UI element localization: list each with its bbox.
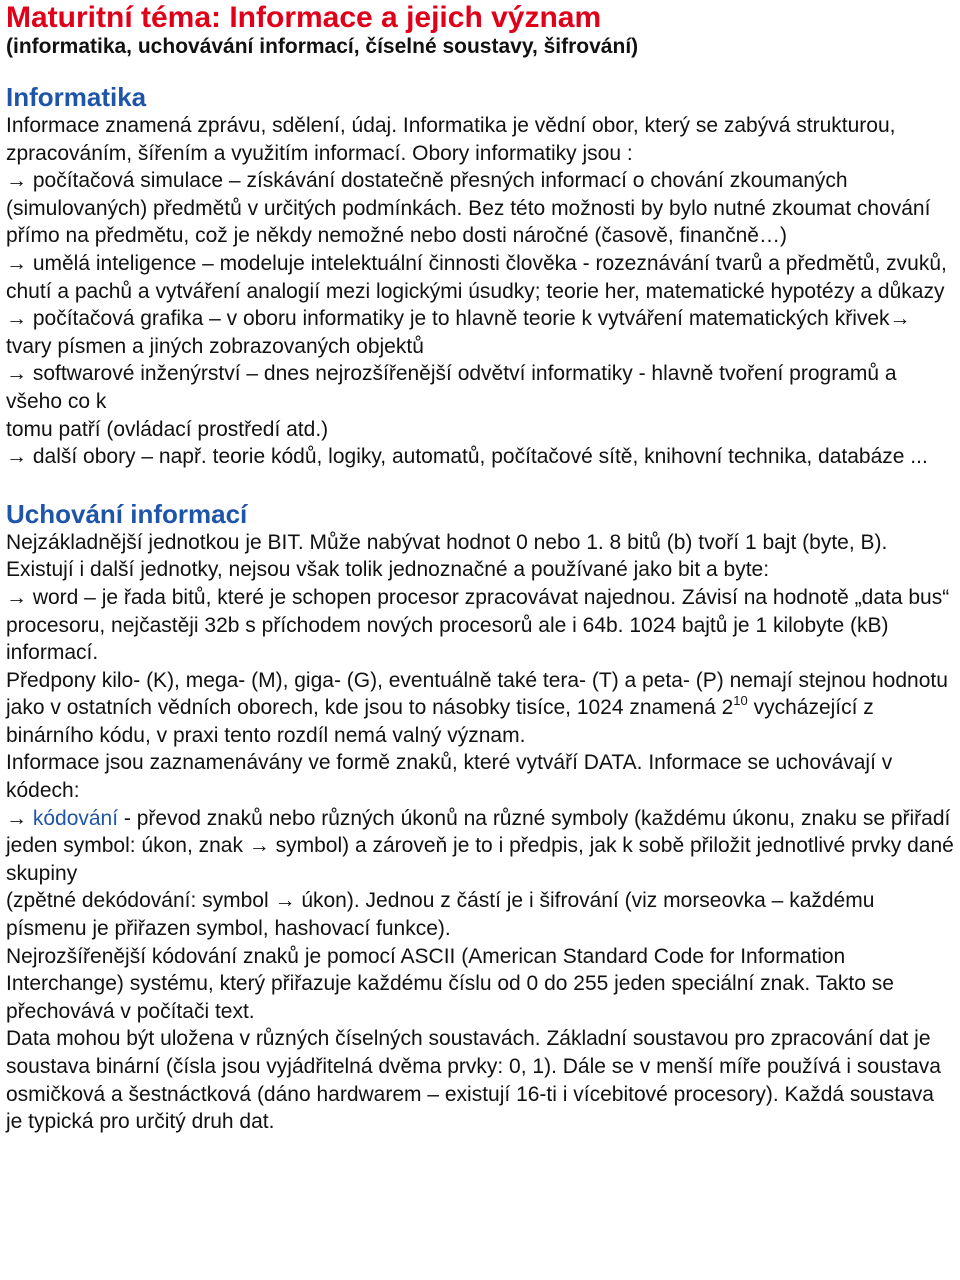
coding-term: kódování	[32, 806, 119, 830]
paragraph: → word – je řada bitů, které je schopen procesor zpracovávat najednou. Závisí na hodnotě „data bus“ procesoru, nejčastěji 32b s příchodem nových procesorů ale i 64b. 1024 bajtů je 1 kilobyte (kB) informací.	[6, 585, 950, 665]
section-heading-uchovani: Uchování informací	[6, 498, 248, 529]
paragraph-coding	[6, 805, 954, 888]
paragraph: Nejzákladnější jednotkou je BIT. Může nabývat hodnot 0 nebo 1. 8 bitů (b) tvoří 1 bajt (byte, B). Existují i další jednotky, nejsou však tolik jednoznačné a používané jako bit a byte:	[6, 530, 888, 582]
prefix-text-end: vycházející z binárního kódu, v praxi tento rozdíl nemá valný význam.	[6, 696, 874, 747]
paragraph-prefixes	[6, 667, 954, 750]
paragraph: Informace znamená zprávu, sdělení, údaj. Informatika je vědní obor, který se zabývá strukturou, zpracováním, šířením a využitím informací. Obory informatiky jsou :	[6, 114, 896, 165]
paragraph: → počítačová simulace – získávání dostatečně přesných informací o chování zkoumaných (simulovaných) předmětů v určitých podmínkách. Bez této možnosti by bylo nutné zkoumat chování přímo na předmětu, což je někdy nemožné nebo dosti náročné (časově, finančně…)	[6, 169, 931, 248]
arrow: →	[6, 806, 33, 830]
paragraph: Informace jsou zaznamenávány ve formě znaků, které vytváří DATA. Informace se uchovávají v kódech:	[6, 751, 893, 803]
section-heading-informatika: Informatika	[6, 82, 147, 112]
coding-text: - převod znaků nebo různých úkonů na různé symboly (každému úkonu, znaku se přiřadí jeden symbol: úkon, znak → symbol) a zároveň je to i předpis, jak k sobě přiložit jednotlivé prvky dané skupiny	[6, 806, 954, 885]
document-subtitle: (informatika, uchovávání informací, číselné soustavy, šifrování)	[6, 35, 639, 58]
paragraph: (zpětné dekódování: symbol → úkon). Jednou z částí je i šifrování (viz morseovka – každému písmenu je přiřazen symbol, hashovací funkce).	[6, 889, 875, 941]
document-title: Maturitní téma: Informace a jejich význam	[6, 1, 602, 34]
paragraph: tomu patří (ovládací prostředí atd.)	[6, 417, 329, 441]
paragraph: → další obory – např. teorie kódů, logiky, automatů, počítačové sítě, knihovní technika, databáze ...	[6, 445, 928, 469]
paragraph: → počítačová grafika – v oboru informatiky je to hlavně teorie k vytváření matematických křivek→ tvary písmen a jiných zobrazovaných objektů	[6, 307, 911, 358]
exponent: 10	[733, 693, 748, 709]
paragraph: Nejrozšířenější kódování znaků je pomocí ASCII (American Standard Code for Information Interchange) systému, který přiřazuje každému číslu od 0 do 255 jeden speciální znak. Takto se přechovává v počítači text.	[6, 944, 894, 1023]
prefix-text: Předpony kilo- (K), mega- (M), giga- (G), eventuálně také tera- (T) a peta- (P) nemají stejnou hodnotu jako v ostatních vědních oborech, kde jsou to násobky tisíce, 1024 znamená 2	[6, 668, 948, 720]
paragraph: Data mohou být uložena v různých číselných soustavách. Základní soustavou pro zpracování dat je soustava binární (čísla jsou vyjádřitelná dvěma prvky: 0, 1). Dále se v menší míře používá i soustava osmičková a šestnáctková (dáno hardwarem – existují 16-ti i vícebitové procesory). Každá soustava je typická pro určitý druh dat.	[6, 1027, 941, 1134]
paragraph: → umělá inteligence – modeluje intelektuální činnosti člověka - rozeznávání tvarů a předmětů, zvuků, chutí a pachů a vytváření analogií mezi logickými úsudky; teorie her, matematické hypotézy a důkazy	[6, 251, 947, 303]
paragraph: → softwarové inženýrství – dnes nejrozšířenější odvětví informatiky - hlavně tvoření programů a všeho co k	[6, 362, 897, 413]
